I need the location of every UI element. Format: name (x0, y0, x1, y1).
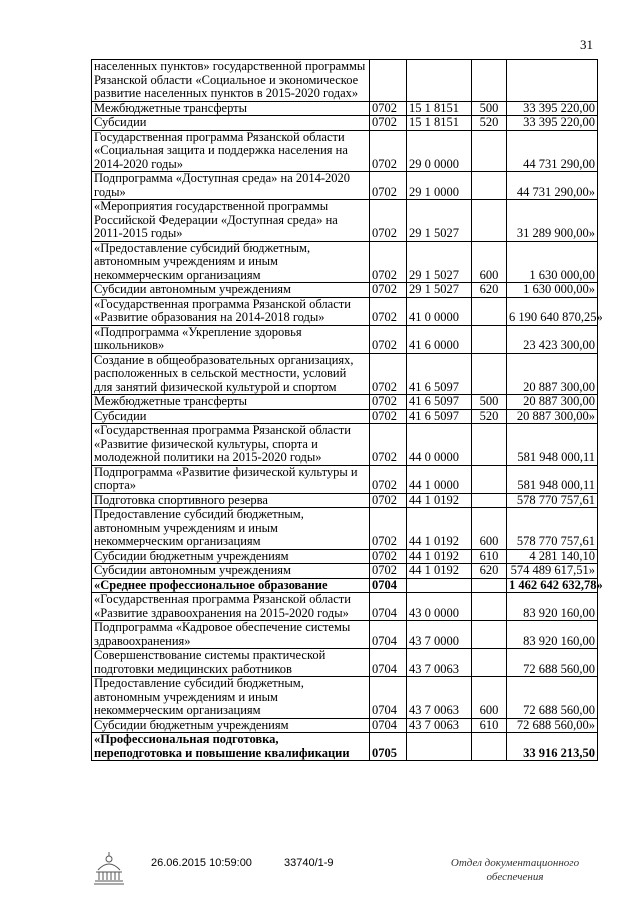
row-target-article-cell: 15 1 8151 (407, 116, 472, 131)
row-target-article-cell: 41 6 0000 (407, 325, 472, 353)
row-expense-type-cell: 600 (472, 677, 507, 719)
row-section-cell: 0702 (370, 283, 407, 298)
row-section-cell: 0702 (370, 424, 407, 466)
row-name-cell: «Среднее профессиональное образование (92, 578, 370, 593)
row-name-cell: Создание в общеобразовательных организациях, расположенных в сельской местности, условий для занятий физической культурой и спортом (92, 353, 370, 395)
row-name-cell: Предоставление субсидий бюджетным, автономным учреждениям и иным некоммерческим организациям (92, 677, 370, 719)
row-name-cell: Субсидии бюджетным учреждениям (92, 718, 370, 733)
budget-table-body (92, 59, 603, 761)
footer-doc-number: 33740/1-9 (284, 857, 334, 869)
row-amount-cell: 6 190 640 870,25» (507, 297, 598, 325)
table-row (92, 493, 598, 508)
row-expense-type-cell (472, 353, 507, 395)
row-expense-type-cell (472, 578, 507, 593)
row-section-cell: 0705 (370, 733, 407, 761)
table-row (92, 395, 598, 410)
row-target-article-cell: 41 0 0000 (407, 297, 472, 325)
row-amount-cell: 72 688 560,00 (507, 649, 598, 677)
table-row (92, 60, 598, 102)
row-section-cell: 0702 (370, 465, 407, 493)
row-expense-type-cell (472, 465, 507, 493)
row-expense-type-cell (472, 649, 507, 677)
row-expense-type-cell (472, 593, 507, 621)
page-number: 31 (580, 37, 593, 52)
department-stamp (440, 856, 590, 884)
row-section-cell: 0702 (370, 241, 407, 283)
table-row (92, 733, 598, 761)
table-row (92, 649, 598, 677)
stamp-line-1: Отдел документационного (450, 857, 580, 869)
row-target-article-cell: 44 1 0000 (407, 465, 472, 493)
row-amount-cell: 578 770 757,61 (507, 508, 598, 550)
row-target-article-cell: 43 7 0063 (407, 718, 472, 733)
row-expense-type-cell: 500 (472, 395, 507, 410)
row-expense-type-cell: 500 (472, 101, 507, 116)
row-name-cell: «Мероприятия государственной программы Российской Федерации «Доступная среда» на 2011-2015 годы» (92, 200, 370, 242)
row-section-cell: 0704 (370, 718, 407, 733)
row-amount-cell: 23 423 300,00 (507, 325, 598, 353)
row-amount-cell: 83 920 160,00 (507, 593, 598, 621)
row-name-cell: Подпрограмма «Кадровое обеспечение системы здравоохранения» (92, 621, 370, 649)
row-target-article-cell: 44 1 0192 (407, 564, 472, 579)
row-target-article-cell (407, 60, 472, 102)
emblem-logo (92, 850, 126, 886)
stamp-line-2: обеспечения (486, 871, 544, 883)
row-amount-cell: 83 920 160,00 (507, 621, 598, 649)
table-row (92, 549, 598, 564)
table-row (92, 200, 598, 242)
table-row (92, 283, 598, 298)
row-expense-type-cell: 600 (472, 508, 507, 550)
row-expense-type-cell (472, 325, 507, 353)
row-target-article-cell: 29 1 0000 (407, 172, 472, 200)
row-target-article-cell: 41 6 5097 (407, 409, 472, 424)
table-row (92, 621, 598, 649)
row-expense-type-cell (472, 424, 507, 466)
table-row (92, 409, 598, 424)
row-section-cell: 0702 (370, 493, 407, 508)
row-name-cell: «Предоставление субсидий бюджетным, автономным учреждениям и иным некоммерческим организациям (92, 241, 370, 283)
row-section-cell: 0702 (370, 101, 407, 116)
row-target-article-cell: 41 6 5097 (407, 395, 472, 410)
row-amount-cell: 574 489 617,51» (507, 564, 598, 579)
row-expense-type-cell: 620 (472, 283, 507, 298)
row-expense-type-cell (472, 172, 507, 200)
row-amount-cell: 44 731 290,00» (507, 172, 598, 200)
table-row (92, 172, 598, 200)
row-section-cell: 0702 (370, 564, 407, 579)
row-target-article-cell: 43 7 0063 (407, 677, 472, 719)
row-expense-type-cell: 520 (472, 116, 507, 131)
row-name-cell: населенных пунктов» государственной программы Рязанской области «Социальное и экономическое развитие населенных пунктов в 2015-2020 годах» (92, 60, 370, 102)
row-amount-cell: 20 887 300,00» (507, 409, 598, 424)
row-target-article-cell: 29 1 5027 (407, 241, 472, 283)
row-name-cell: Субсидии автономным учреждениям (92, 283, 370, 298)
row-expense-type-cell: 610 (472, 718, 507, 733)
row-expense-type-cell: 610 (472, 549, 507, 564)
row-expense-type-cell: 620 (472, 564, 507, 579)
row-amount-cell: 20 887 300,00 (507, 395, 598, 410)
row-section-cell: 0702 (370, 395, 407, 410)
row-target-article-cell: 44 1 0192 (407, 493, 472, 508)
table-row (92, 241, 598, 283)
table-row (92, 424, 598, 466)
row-section-cell: 0702 (370, 172, 407, 200)
row-expense-type-cell (472, 733, 507, 761)
row-name-cell: Субсидии (92, 116, 370, 131)
row-target-article-cell (407, 733, 472, 761)
row-amount-cell: 44 731 290,00 (507, 130, 598, 172)
row-target-article-cell: 43 7 0063 (407, 649, 472, 677)
row-target-article-cell: 41 6 5097 (407, 353, 472, 395)
row-expense-type-cell: 600 (472, 241, 507, 283)
row-amount-cell: 4 281 140,10 (507, 549, 598, 564)
row-amount-cell: 581 948 000,11 (507, 465, 598, 493)
row-section-cell: 0702 (370, 325, 407, 353)
table-row (92, 593, 598, 621)
row-section-cell: 0704 (370, 649, 407, 677)
row-target-article-cell: 43 0 0000 (407, 593, 472, 621)
row-section-cell: 0702 (370, 200, 407, 242)
table-row (92, 564, 598, 579)
row-amount-cell: 72 688 560,00» (507, 718, 598, 733)
row-amount-cell: 31 289 900,00» (507, 200, 598, 242)
row-name-cell: Подпрограмма «Доступная среда» на 2014-2020 годы» (92, 172, 370, 200)
row-name-cell: Межбюджетные трансферты (92, 101, 370, 116)
row-expense-type-cell (472, 493, 507, 508)
table-row (92, 130, 598, 172)
row-name-cell: Межбюджетные трансферты (92, 395, 370, 410)
row-expense-type-cell (472, 60, 507, 102)
row-amount-cell: 72 688 560,00 (507, 677, 598, 719)
row-target-article-cell: 29 1 5027 (407, 283, 472, 298)
table-row (92, 718, 598, 733)
row-section-cell: 0704 (370, 578, 407, 593)
row-section-cell: 0702 (370, 130, 407, 172)
row-expense-type-cell: 520 (472, 409, 507, 424)
row-section-cell: 0704 (370, 621, 407, 649)
row-section-cell (370, 60, 407, 102)
budget-table (91, 59, 603, 761)
row-name-cell: Субсидии (92, 409, 370, 424)
row-section-cell: 0702 (370, 409, 407, 424)
row-name-cell: Субсидии автономным учреждениям (92, 564, 370, 579)
table-row (92, 465, 598, 493)
table-row (92, 578, 598, 593)
row-name-cell: «Государственная программа Рязанской области «Развитие здравоохранения на 2015-2020 годы» (92, 593, 370, 621)
row-expense-type-cell (472, 130, 507, 172)
row-target-article-cell: 44 1 0192 (407, 549, 472, 564)
row-amount-cell: 578 770 757,61 (507, 493, 598, 508)
row-amount-cell (507, 60, 598, 102)
row-name-cell: «Подпрограмма «Укрепление здоровья школьников» (92, 325, 370, 353)
row-amount-cell: 581 948 000,11 (507, 424, 598, 466)
row-target-article-cell: 44 1 0192 (407, 508, 472, 550)
row-section-cell: 0702 (370, 508, 407, 550)
row-section-cell: 0704 (370, 593, 407, 621)
row-amount-cell: 1 462 642 632,78» (507, 578, 598, 593)
row-amount-cell: 1 630 000,00 (507, 241, 598, 283)
row-amount-cell: 33 395 220,00 (507, 116, 598, 131)
row-section-cell: 0702 (370, 549, 407, 564)
row-target-article-cell: 29 0 0000 (407, 130, 472, 172)
row-name-cell: Предоставление субсидий бюджетным, автономным учреждениям и иным некоммерческим организациям (92, 508, 370, 550)
row-name-cell: Подготовка спортивного резерва (92, 493, 370, 508)
row-target-article-cell (407, 578, 472, 593)
row-amount-cell: 33 916 213,50 (507, 733, 598, 761)
row-amount-cell: 33 395 220,00 (507, 101, 598, 116)
row-section-cell: 0704 (370, 677, 407, 719)
footer-date: 26.06.2015 10:59:00 (151, 857, 252, 869)
table-row (92, 677, 598, 719)
row-name-cell: «Государственная программа Рязанской области «Развитие физической культуры, спорта и молодежной политики на 2015-2020 годы» (92, 424, 370, 466)
table-row (92, 353, 598, 395)
row-expense-type-cell (472, 621, 507, 649)
row-target-article-cell: 43 7 0000 (407, 621, 472, 649)
row-name-cell: Подпрограмма «Развитие физической культуры и спорта» (92, 465, 370, 493)
table-row (92, 325, 598, 353)
row-target-article-cell: 44 0 0000 (407, 424, 472, 466)
table-row (92, 508, 598, 550)
row-target-article-cell: 15 1 8151 (407, 101, 472, 116)
row-name-cell: Совершенствование системы практической подготовки медицинских работников (92, 649, 370, 677)
row-amount-cell: 20 887 300,00 (507, 353, 598, 395)
table-row (92, 101, 598, 116)
row-name-cell: «Государственная программа Рязанской области «Развитие образования на 2014-2018 годы» (92, 297, 370, 325)
row-target-article-cell: 29 1 5027 (407, 200, 472, 242)
row-section-cell: 0702 (370, 297, 407, 325)
row-name-cell: «Профессиональная подготовка, переподготовка и повышение квалификации (92, 733, 370, 761)
table-row (92, 297, 598, 325)
row-section-cell: 0702 (370, 353, 407, 395)
row-section-cell: 0702 (370, 116, 407, 131)
row-expense-type-cell (472, 200, 507, 242)
row-name-cell: Субсидии бюджетным учреждениям (92, 549, 370, 564)
row-name-cell: Государственная программа Рязанской области «Социальная защита и поддержка населения на 2014-2020 годы» (92, 130, 370, 172)
row-expense-type-cell (472, 297, 507, 325)
row-amount-cell: 1 630 000,00» (507, 283, 598, 298)
table-row (92, 116, 598, 131)
